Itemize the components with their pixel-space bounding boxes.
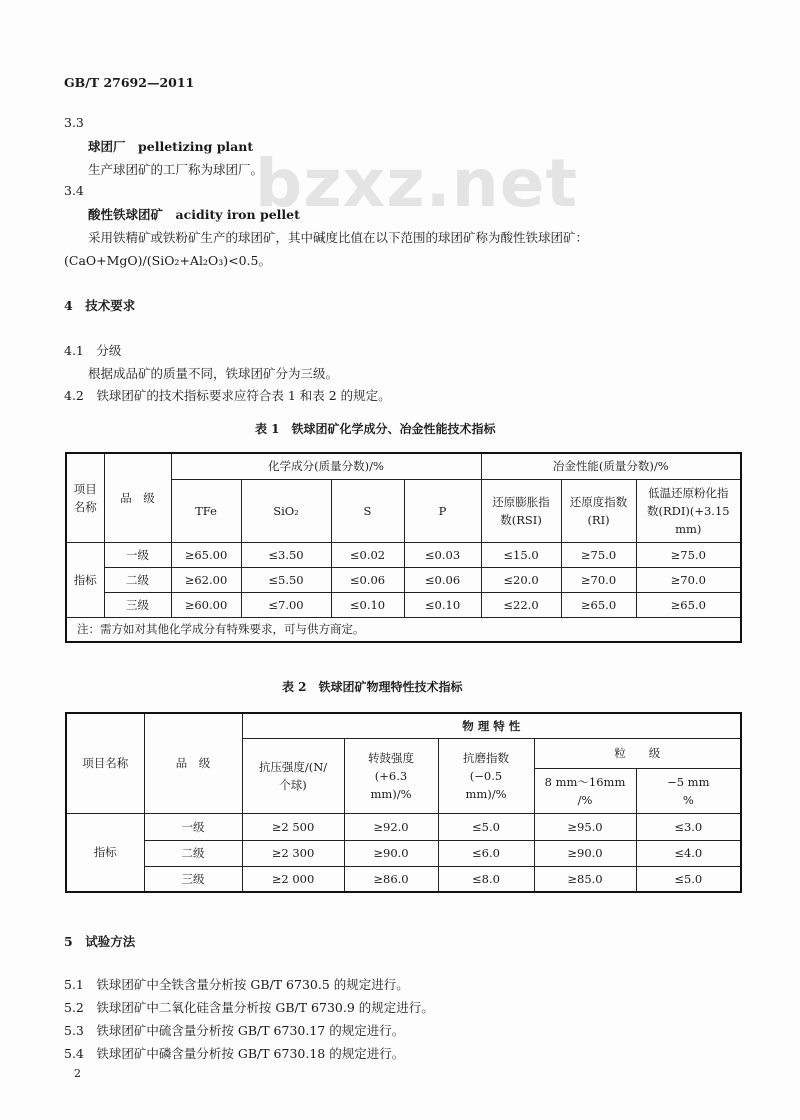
- grade-cell: 一级: [144, 813, 242, 840]
- cell: ≥62.00: [171, 567, 241, 592]
- cell: ≥2 300: [242, 840, 344, 866]
- paragraph: 4.2 铁球团矿的技术指标要求应符合表 1 和表 2 的规定。: [64, 388, 391, 403]
- section-number: 3.3: [64, 115, 84, 130]
- subsection-title: 4.1 分级: [64, 343, 122, 358]
- grade-cell: 一级: [104, 542, 171, 567]
- cell: ≤0.10: [331, 592, 404, 617]
- cell: ≤20.0: [481, 567, 561, 592]
- table-row: [66, 592, 741, 617]
- cell: ≤0.06: [331, 567, 404, 592]
- term: 球团厂 pelletizing plant: [88, 139, 254, 154]
- cell: ≥65.0: [636, 592, 741, 617]
- column-header: 8 mm～16mm /%: [534, 768, 636, 813]
- column-header: 转鼓强度(+6.3 mm)/%: [344, 738, 438, 813]
- cell: ≥86.0: [344, 866, 438, 892]
- header-grade: 品 级: [104, 453, 171, 542]
- column-header: −5 mm %: [636, 768, 741, 813]
- table-row: [66, 866, 741, 892]
- header-metallurgical: 冶金性能(质量分数)/%: [481, 453, 741, 479]
- cell: ≤5.50: [241, 567, 331, 592]
- cell: ≥65.00: [171, 542, 241, 567]
- cell: ≥75.0: [561, 542, 636, 567]
- cell: ≤5.0: [636, 866, 741, 892]
- cell: ≥70.0: [636, 567, 741, 592]
- header-size: 粒 级: [534, 738, 741, 768]
- cell: ≤3.0: [636, 813, 741, 840]
- header-grade: 品 级: [144, 713, 242, 813]
- cell: ≤0.10: [404, 592, 481, 617]
- column-header: 抗压强度/(N/个球): [242, 738, 344, 813]
- header-item: 项目名称: [66, 713, 144, 813]
- table-note: 注：需方如对其他化学成分有特殊要求，可与供方商定。: [66, 617, 741, 642]
- header-physical: 物 理 特 性: [242, 713, 741, 738]
- column-header: 还原度指数(RI): [561, 479, 636, 542]
- cell: ≥92.0: [344, 813, 438, 840]
- cell: ≥75.0: [636, 542, 741, 567]
- page-number: 2: [74, 1067, 81, 1080]
- cell: ≥2 500: [242, 813, 344, 840]
- cell: ≥2 000: [242, 866, 344, 892]
- section-title: 4 技术要求: [64, 298, 136, 313]
- cell: ≥90.0: [534, 840, 636, 866]
- table-row: [66, 813, 741, 840]
- cell: ≤6.0: [438, 840, 534, 866]
- grade-cell: 三级: [104, 592, 171, 617]
- cell: ≥95.0: [534, 813, 636, 840]
- cell: ≤5.0: [438, 813, 534, 840]
- watermark: bzxz.net: [255, 145, 579, 222]
- cell: ≤0.06: [404, 567, 481, 592]
- cell: ≤0.02: [331, 542, 404, 567]
- cell: ≤3.50: [241, 542, 331, 567]
- definition: 生产球团矿的工厂称为球团厂。: [88, 162, 264, 177]
- cell: ≥70.0: [561, 567, 636, 592]
- row-label: 指标: [66, 542, 104, 617]
- term: 酸性铁球团矿 acidity iron pellet: [88, 207, 300, 222]
- grade-cell: 三级: [144, 866, 242, 892]
- cell: ≥65.0: [561, 592, 636, 617]
- formula: (CaO+MgO)/(SiO₂+Al₂O₃)<0.5。: [64, 253, 271, 268]
- section-number: 3.4: [64, 183, 84, 198]
- row-label: 指标: [66, 813, 144, 892]
- table-row: [66, 542, 741, 567]
- cell: ≥85.0: [534, 866, 636, 892]
- cell: ≤15.0: [481, 542, 561, 567]
- grade-cell: 二级: [144, 840, 242, 866]
- grade-cell: 二级: [104, 567, 171, 592]
- column-header: 低温还原粉化指数(RDI)(+3.15 mm): [636, 479, 741, 542]
- table-row: [66, 567, 741, 592]
- cell: ≥60.00: [171, 592, 241, 617]
- cell: ≤22.0: [481, 592, 561, 617]
- paragraph: 5.1 铁球团矿中全铁含量分析按 GB/T 6730.5 的规定进行。: [64, 977, 409, 992]
- column-header: TFe: [171, 479, 241, 542]
- column-header: P: [404, 479, 481, 542]
- table-caption: 表 1 铁球团矿化学成分、冶金性能技术指标: [255, 422, 496, 436]
- header-chemical: 化学成分(质量分数)/%: [171, 453, 481, 479]
- cell: ≤4.0: [636, 840, 741, 866]
- paragraph: 根据成品矿的质量不同，铁球团矿分为三级。: [88, 366, 339, 381]
- section-title: 5 试验方法: [64, 934, 136, 949]
- column-header: 抗磨指数(−0.5 mm)/%: [438, 738, 534, 813]
- paragraph: 5.3 铁球团矿中硫含量分析按 GB/T 6730.17 的规定进行。: [64, 1023, 405, 1038]
- paragraph: 5.4 铁球团矿中磷含量分析按 GB/T 6730.18 的规定进行。: [64, 1046, 405, 1061]
- table-caption: 表 2 铁球团矿物理特性技术指标: [282, 680, 463, 694]
- column-header: 还原膨胀指数(RSI): [481, 479, 561, 542]
- cell: ≤7.00: [241, 592, 331, 617]
- cell: ≤0.03: [404, 542, 481, 567]
- cell: ≥90.0: [344, 840, 438, 866]
- definition: 采用铁精矿或铁粉矿生产的球团矿，其中碱度比值在以下范围的球团矿称为酸性铁球团矿：: [88, 230, 589, 245]
- table-2: [65, 712, 742, 893]
- paragraph: 5.2 铁球团矿中二氧化硅含量分析按 GB/T 6730.9 的规定进行。: [64, 1000, 434, 1015]
- cell: ≤8.0: [438, 866, 534, 892]
- table-1: [65, 452, 742, 643]
- table-row: [66, 840, 741, 866]
- header-item: 项目名称: [66, 453, 104, 542]
- column-header: S: [331, 479, 404, 542]
- standard-header: GB/T 27692—2011: [64, 75, 195, 90]
- column-header: SiO₂: [241, 479, 331, 542]
